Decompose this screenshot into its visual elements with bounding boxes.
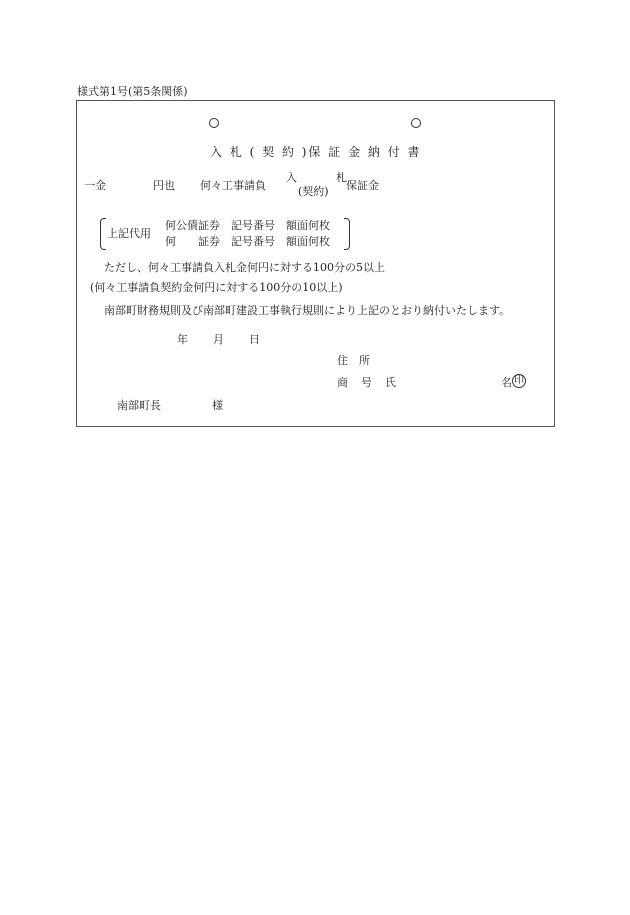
amount-prefix: 一金 — [84, 179, 106, 192]
work-label: 何々工事請負 — [200, 179, 266, 192]
date-year: 年 — [177, 333, 188, 346]
circle-mark-left — [209, 118, 219, 128]
contract-label: (契約) — [298, 185, 329, 198]
note-bid: ただし、何々工事請負入札金何円に対する100分の5以上 — [104, 261, 385, 274]
bid-label: 入 — [286, 171, 297, 184]
bracket-left — [100, 218, 106, 250]
document-title: 入 札 ( 契 約 )保 証 金 納 付 書 — [210, 145, 422, 159]
addressee-sama: 様 — [212, 399, 223, 412]
statement: 南部町財務規則及び南部町建設工事執行規則により上記のとおり納付いたします。 — [104, 304, 511, 317]
substitute-row-2: 何 証券 記号番号 額面何枚 — [165, 235, 330, 248]
yen-label: 円也 — [153, 179, 175, 192]
seal-icon: 印 — [514, 375, 524, 386]
name-shi: 氏 — [385, 376, 396, 389]
bracket-right — [344, 218, 350, 250]
name-mei: 名 — [501, 376, 512, 389]
satsu-label: 札 — [336, 171, 347, 184]
name-gou: 号 — [361, 376, 372, 389]
substitute-label: 上記代用 — [107, 227, 151, 240]
form-caption: 様式第1号(第5条関係) — [77, 85, 188, 98]
addressee-town-head: 南部町長 — [117, 399, 161, 412]
date-month: 月 — [213, 333, 224, 346]
deposit-label: 保証金 — [346, 179, 379, 192]
circle-mark-right — [411, 118, 421, 128]
name-shou: 商 — [337, 376, 348, 389]
address-label: 住 所 — [337, 354, 370, 367]
note-contract: (何々工事請負契約金何円に対する100分の10以上) — [90, 281, 343, 294]
date-day: 日 — [249, 333, 260, 346]
substitute-row-1: 何公債証券 記号番号 額面何枚 — [165, 219, 330, 232]
